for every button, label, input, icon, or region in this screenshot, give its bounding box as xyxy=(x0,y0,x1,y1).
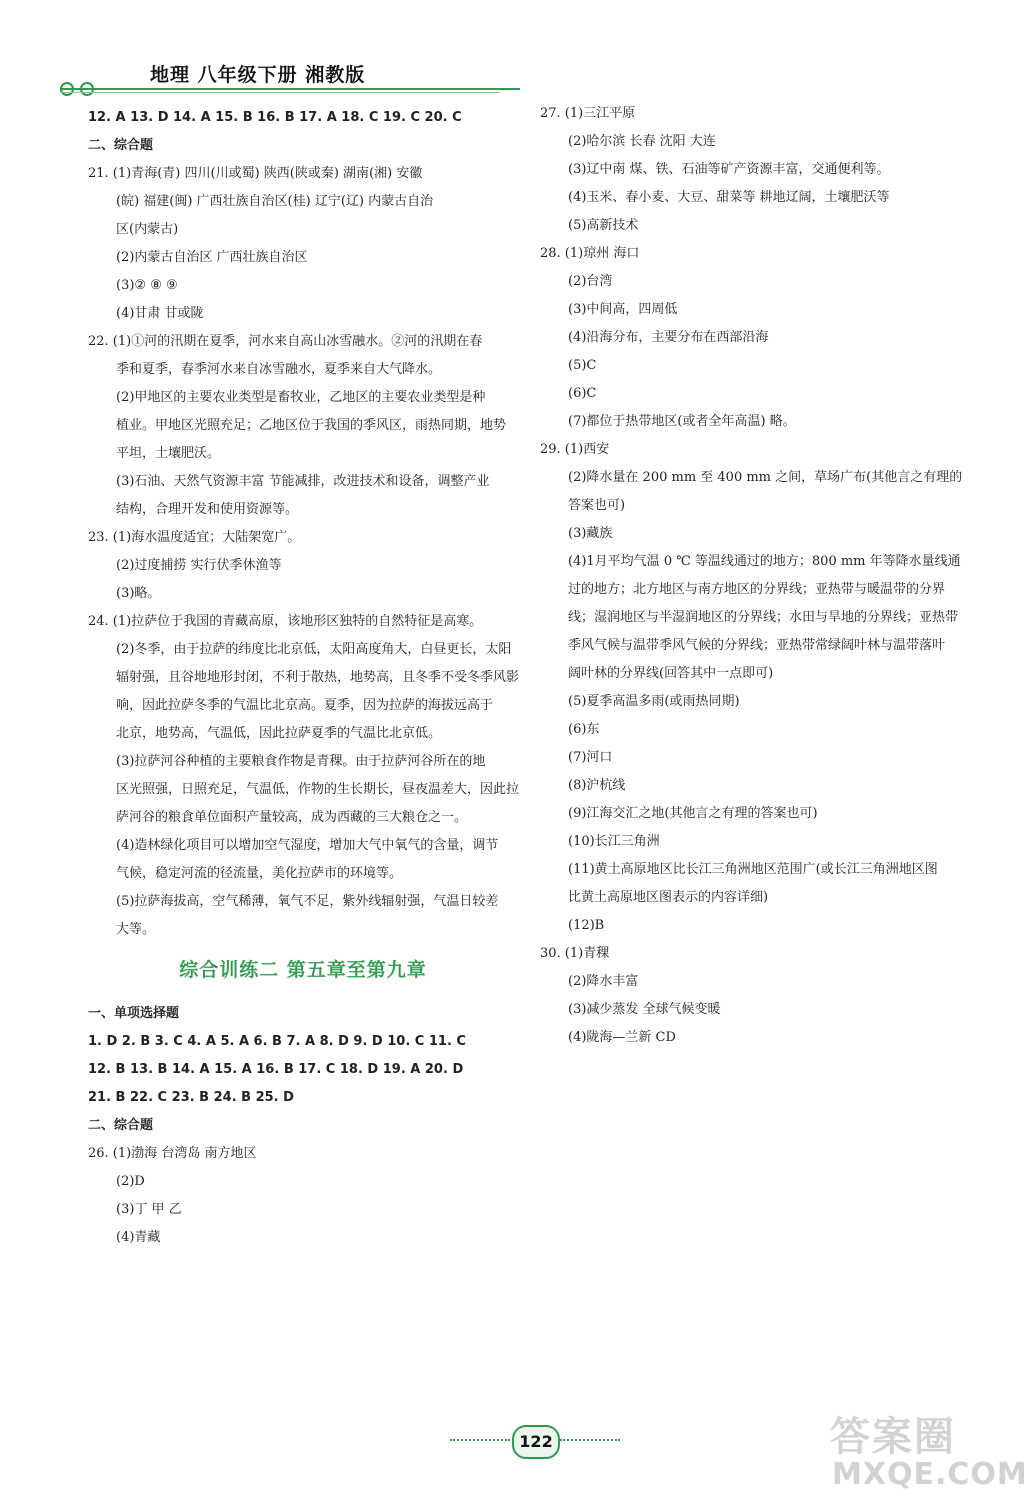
answer-line: 二、综合题 xyxy=(88,1118,154,1133)
answer-line: (12)B xyxy=(568,918,605,933)
left-column xyxy=(88,104,518,1252)
answer-line: 27. (1)三江平原 xyxy=(540,106,636,121)
answer-line: 26. (1)渤海 台湾岛 南方地区 xyxy=(88,1146,257,1161)
answer-line: 辐射强，且谷地地形封闭，不利于散热，地势高，且冬季不受冬季风影 xyxy=(116,670,520,685)
answer-line: (2)D xyxy=(116,1174,145,1189)
answer-line: (3)中间高，四周低 xyxy=(568,302,678,317)
answer-line: (2)冬季，由于拉萨的纬度比北京低，太阳高度角大，白昼更长，太阳 xyxy=(116,642,512,657)
answer-line: (3)丁 甲 乙 xyxy=(116,1202,182,1217)
answer-line: (11)黄土高原地区比长江三角洲地区范围广(或长江三角洲地区图 xyxy=(568,862,938,877)
answer-line: 二、综合题 xyxy=(88,138,154,153)
answer-line: 21. (1)青海(青) 四川(川或蜀) 陕西(陕或秦) 湖南(湘) 安徽 xyxy=(88,166,423,181)
answer-line: 阔叶林的分界线(回答其中一点即可) xyxy=(568,666,774,681)
page-header xyxy=(60,58,530,98)
answer-line: 29. (1)西安 xyxy=(540,442,610,457)
answer-line: (4)陇海—兰新 CD xyxy=(568,1030,676,1045)
answer-line: (4)青藏 xyxy=(116,1230,161,1245)
answer-line: (7)都位于热带地区(或者全年高温) 略。 xyxy=(568,414,796,429)
answer-line: (2)内蒙古自治区 广西壮族自治区 xyxy=(116,250,308,265)
answer-line: (2)过度捕捞 实行伏季休渔等 xyxy=(116,558,282,573)
answer-line: 12. B 13. B 14. A 15. A 16. B 17. C 18. D 19. A 20. D xyxy=(88,1062,464,1077)
answer-line: 北京，地势高，气温低，因此拉萨夏季的气温比北京低。 xyxy=(116,726,442,741)
answer-line: 1. D 2. B 3. C 4. A 5. A 6. B 7. A 8. D 9. D 10. C 11. C xyxy=(88,1034,466,1049)
answer-line: 21. B 22. C 23. B 24. B 25. D xyxy=(88,1090,294,1105)
answer-line: (2)降水量在 200 mm 至 400 mm 之间，草场广布(其他言之有理的 xyxy=(568,470,963,485)
answer-line: (4)造林绿化项目可以增加空气湿度，增加大气中氧气的含量，调节 xyxy=(116,838,499,853)
answer-line: 响，因此拉萨冬季的气温比北京高。夏季，因为拉萨的海拔远高于 xyxy=(116,698,494,713)
answer-line: (2)台湾 xyxy=(568,274,613,289)
answer-line: (6)C xyxy=(568,386,597,401)
answer-line: 大等。 xyxy=(116,922,156,937)
section-title: 综合训练二 第五章至第九章 xyxy=(179,959,427,981)
answer-line: (4)甘肃 甘或陇 xyxy=(116,306,204,321)
answer-line: 30. (1)青稞 xyxy=(540,946,610,961)
answer-line: 气候，稳定河流的径流量，美化拉萨市的环境等。 xyxy=(116,866,403,881)
answer-line: (5)高新技术 xyxy=(568,218,639,233)
page-number: 122 xyxy=(512,1425,560,1459)
answer-line: 12. A 13. D 14. A 15. B 16. B 17. A 18. C 19. C 20. C xyxy=(88,110,462,125)
answer-line: (4)1月平均气温 0 ℃ 等温线通过的地方；800 mm 年等降水量线通 xyxy=(568,554,961,569)
answer-line: 23. (1)海水温度适宜；大陆架宽广。 xyxy=(88,530,301,545)
answer-line: (7)河口 xyxy=(568,750,613,765)
watermark-url: MXQE.COM xyxy=(832,1457,1028,1492)
answer-line: 平坦，土壤肥沃。 xyxy=(116,446,221,461)
answer-line: (4)沿海分布，主要分布在西部沿海 xyxy=(568,330,769,345)
answer-line: (6)东 xyxy=(568,722,600,737)
answer-line: 一、单项选择题 xyxy=(88,1006,180,1021)
answer-line: 答案也可) xyxy=(568,498,626,513)
dotted-rule xyxy=(560,1439,620,1441)
answer-line: (5)C xyxy=(568,358,597,373)
header-title: 地理 八年级下册 湘教版 xyxy=(150,64,366,86)
answer-line: 季风气候与温带季风气候的分界线；亚热带常绿阔叶林与温带落叶 xyxy=(568,638,946,653)
page-number-badge xyxy=(450,1425,620,1457)
answer-line: 过的地方；北方地区与南方地区的分界线；亚热带与暖温带的分界 xyxy=(568,582,946,597)
answer-line: (3)略。 xyxy=(116,586,161,601)
answer-line: (4)玉米、春小麦、大豆、甜菜等 耕地辽阔，土壤肥沃等 xyxy=(568,190,890,205)
answer-line: (5)夏季高温多雨(或雨热同期) xyxy=(568,694,740,709)
answer-line: (3)藏族 xyxy=(568,526,613,541)
answer-line: 24. (1)拉萨位于我国的青藏高原，该地形区独特的自然特征是高寒。 xyxy=(88,614,483,629)
watermark-text: 答案圈 xyxy=(830,1414,956,1460)
dotted-rule xyxy=(450,1439,510,1441)
answer-line: (5)拉萨海拔高，空气稀薄，氧气不足，紫外线辐射强，气温日较差 xyxy=(116,894,499,909)
answer-line: 区光照强，日照充足，气温低，作物的生长期长，昼夜温差大，因此拉 xyxy=(116,782,520,797)
watermark-logo xyxy=(830,1405,1028,1501)
answer-line: 比黄土高原地区图表示的内容详细) xyxy=(568,890,769,905)
answer-line: 季和夏季，春季河水来自冰雪融水，夏季来自大气降水。 xyxy=(116,362,442,377)
answer-line: (9)江海交汇之地(其他言之有理的答案也可) xyxy=(568,806,818,821)
answer-line: (8)沪杭线 xyxy=(568,778,626,793)
answer-line: 22. (1)①河的汛期在夏季，河水来自高山冰雪融水。②河的汛期在春 xyxy=(88,334,483,349)
answer-line: 线；湿润地区与半湿润地区的分界线；水田与旱地的分界线；亚热带 xyxy=(568,610,959,625)
answer-line: 区(内蒙古) xyxy=(116,222,179,237)
answer-line: (3)减少蒸发 全球气候变暖 xyxy=(568,1002,721,1017)
answer-line: 植业。甲地区光照充足；乙地区位于我国的季风区，雨热同期，地势 xyxy=(116,418,507,433)
answer-line: 结构，合理开发和使用资源等。 xyxy=(116,502,299,517)
answer-line: (3)辽中南 煤、铁、石油等矿产资源丰富，交通便利等。 xyxy=(568,162,890,177)
answer-line: (3)拉萨河谷种植的主要粮食作物是青稞。由于拉萨河谷所在的地 xyxy=(116,754,486,769)
header-rule xyxy=(60,88,520,90)
answer-line: (3)石油、天然气资源丰富 节能减排，改进技术和设备，调整产业 xyxy=(116,474,490,489)
answer-line: (2)降水丰富 xyxy=(568,974,639,989)
answer-line: 28. (1)琼州 海口 xyxy=(540,246,640,261)
answer-line: (2)甲地区的主要农业类型是畜牧业，乙地区的主要农业类型是种 xyxy=(116,390,486,405)
answer-line: (2)哈尔滨 长春 沈阳 大连 xyxy=(568,134,716,149)
answer-line: (皖) 福建(闽) 广西壮族自治区(桂) 辽宁(辽) 内蒙古自治 xyxy=(116,194,434,209)
answer-line: (10)长江三角洲 xyxy=(568,834,660,849)
right-column xyxy=(540,100,980,1052)
answer-line: (3)② ⑧ ⑨ xyxy=(116,278,178,293)
header-rule-thin xyxy=(60,92,500,93)
answer-line: 萨河谷的粮食单位面积产量较高，成为西藏的三大粮仓之一。 xyxy=(116,810,468,825)
